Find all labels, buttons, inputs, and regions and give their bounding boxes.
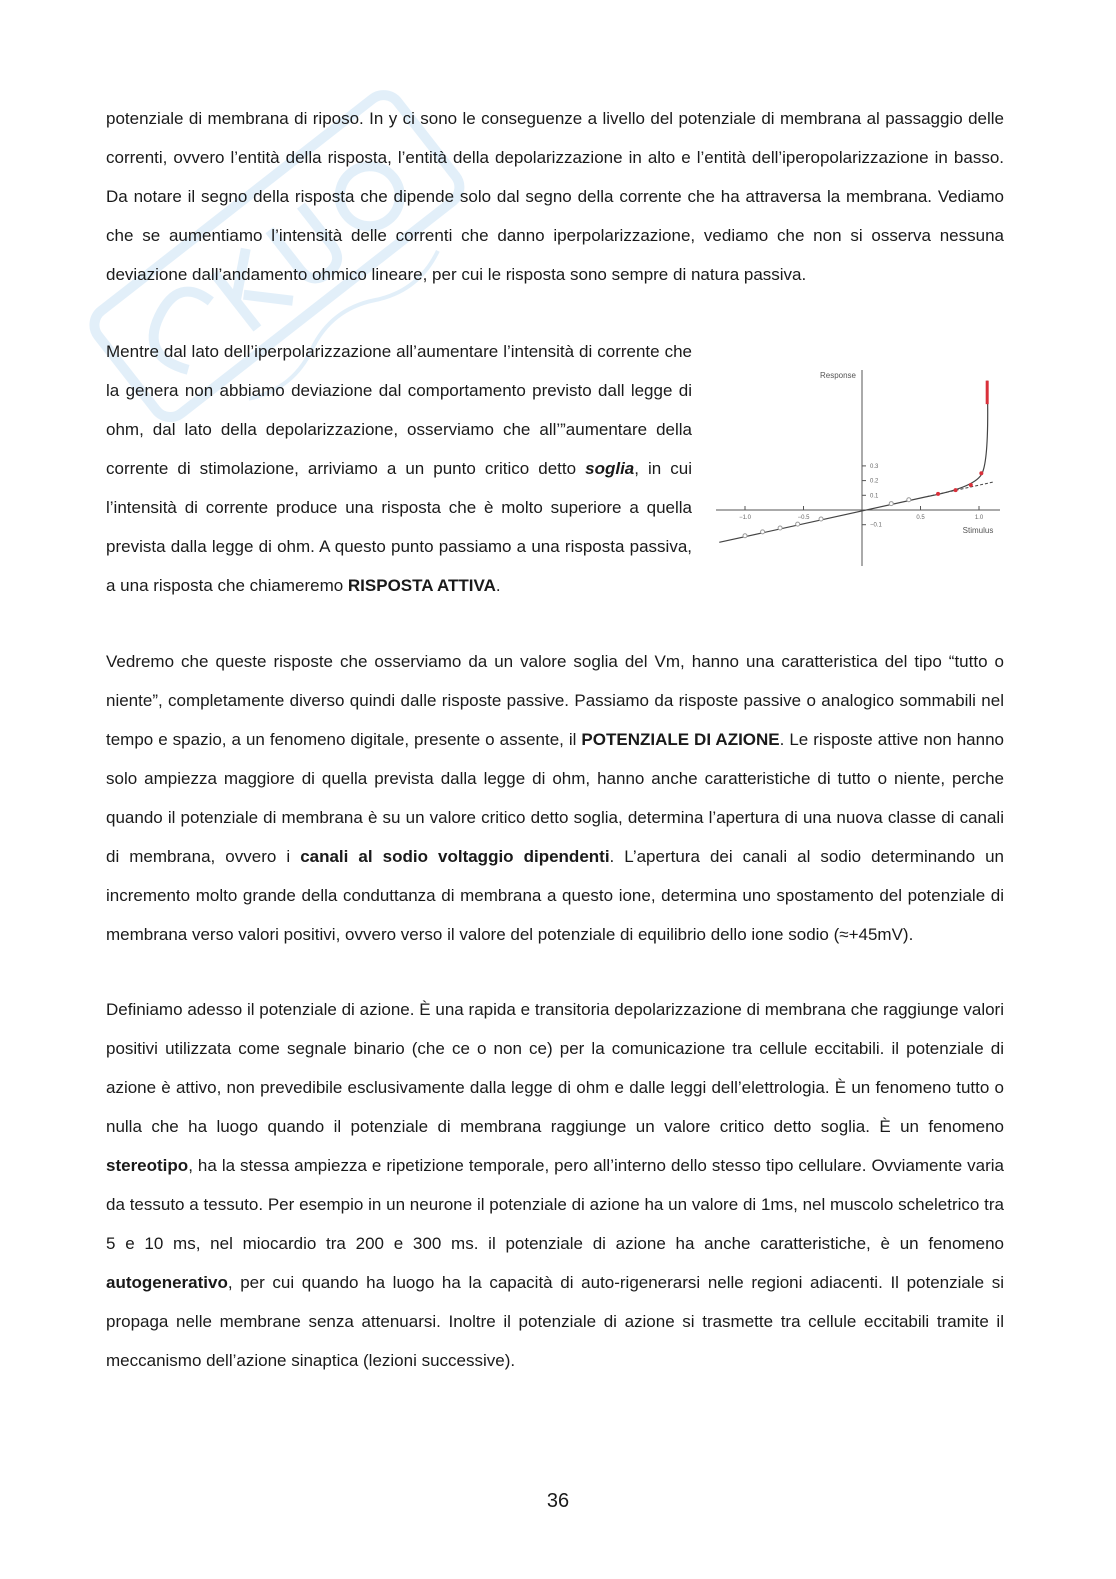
text-run: . Le risposte attive non hanno solo ampiezza maggiore di quella prevista dalla legge di ohm, hanno anche caratteristiche di tutto o niente, perche quando il potenziale di membrana è su un valore critico detto soglia, determina l’apertura di una nuova classe di canali di membrana, ovvero i [106, 730, 1004, 866]
bold-term: stereotipo [106, 1156, 189, 1175]
text-run: Definiamo adesso il potenziale di azione. È una rapida e transitoria depolarizzazione di membrana che raggiunge valori positivi utilizzata come segnale binario (che ce o non ce) per la comunicazione tra cellule eccitabili. il potenziale di azione è attivo, non prevedibile esclusivamente dalla legge di ohm e dalle leggi dell’elettrologia. È un fenomeno tutto o nulla che ha luogo quando il potenziale di membrana raggiunge un valore critico detto soglia. È un fenomeno [106, 1000, 1004, 1136]
x-tick-label: 1.0 [974, 515, 984, 521]
figure-axes [716, 370, 1000, 566]
x-tick-label: 0.5 [916, 515, 925, 521]
text-run: Vedremo che queste risposte che osserviamo da un valore soglia del Vm, hanno una caratteristica del tipo “tutto o niente”, completamente diverso quindi dalle risposte passive. Passiamo da risposte passive o analogico sommabili nel tempo e spazio, a un fenomeno digitale, presente o assente, il [106, 652, 1004, 749]
paragraph-3 [106, 642, 1004, 954]
figure-y-label: Response [819, 371, 856, 380]
text-run: . [495, 576, 501, 595]
text-run: . L’apertura dei canali al sodio determinando un incremento molto grande della conduttanza di membrana a questo ione, determina uno spostamento del potenziale di membrana verso valori positivi, ovvero verso il valore del potenziale di equilibrio dello ione sodio (≈+45mV). [106, 847, 1005, 944]
active-data-point [969, 483, 973, 487]
active-response-curve [926, 381, 987, 497]
figure-marks [719, 381, 993, 543]
active-data-point [979, 471, 983, 475]
page-number: 36 [546, 1490, 570, 1512]
text-run: Mentre dal lato dell’iperpolarizzazione all’aumentare l’intensità di corrente che la genera non abbiamo deviazione dal comportamento previsto dall legge di ohm, dal lato della depolarizzazione, osserviamo che all’”aumentare della corrente di stimolazione, arriviamo a un punto critico detto [106, 342, 692, 478]
x-tick-label: −0.5 [797, 515, 810, 521]
passive-data-point [889, 502, 893, 506]
text-run: , per cui quando ha luogo ha la capacità di auto-rigenerarsi nelle regioni adiacenti. Il potenziale si propaga nelle membrane senza attenuarsi. Inoltre il potenziale di azione si trasmette tra cellule eccitabili tramite il meccanismo dell’azione sinaptica (lezioni successive). [106, 1273, 1004, 1370]
text-run: , ha la stessa ampiezza e ripetizione temporale, pero all’interno dello stesso tipo cellulare. Ovviamente varia da tessuto a tessuto. Per esempio in un neurone il potenziale di azione ha un valore di 1ms, nel muscolo scheletrico tra 5 e 10 ms, nel miocardio tra 200 e 300 ms. il potenziale di azione ha anche caratteristiche, è un fenomeno [106, 1156, 1004, 1253]
y-tick-label: 0.3 [870, 463, 879, 470]
paragraph-1 [106, 99, 1004, 294]
y-tick-label: 0.2 [870, 478, 879, 485]
passive-data-point [778, 526, 782, 530]
figure-x-label: Stimulus [962, 526, 994, 535]
active-data-point [936, 492, 940, 496]
bold-term: canali al sodio voltaggio dipendenti [300, 847, 610, 866]
x-tick-label: −1.0 [739, 515, 751, 521]
paragraph-2 [106, 332, 692, 605]
passive-data-point [819, 517, 823, 521]
text-run: , in cui l’intensità di corrente produce una risposta che è molto superiore a quella prevista dalla legge di ohm. A questo punto passiamo a una risposta passiva, a una risposta che chiameremo [106, 459, 693, 595]
passive-data-point [743, 534, 747, 538]
active-data-point [954, 488, 958, 492]
y-tick-label: −0.1 [870, 522, 882, 529]
bold-term: POTENZIALE DI AZIONE [581, 730, 780, 749]
bold-term: RISPOSTA ATTIVA [347, 576, 496, 595]
bold-italic-term: soglia [585, 459, 635, 478]
passive-data-point [907, 498, 911, 502]
stimulus-response-figure [710, 358, 1006, 576]
bold-term: autogenerativo [106, 1273, 228, 1292]
text-run: potenziale di membrana di riposo. In y ci sono le conseguenze a livello del potenziale di membrana al passaggio delle correnti, ovvero l’entità della risposta, l’entità della depolarizzazione in alto e l’entità dell’iperopolarizzazione in basso. Da notare il segno della risposta che dipende solo dal segno della corrente che ha attraversa la membrana. Vediamo che se aumentiamo l’intensità delle correnti che danno iperpolarizzazione, vediamo che non si osserva nessuna deviazione dall’andamento ohmico lineare, per cui le risposta sono sempre di natura passiva. [106, 109, 1004, 284]
passive-data-point [761, 530, 765, 534]
paragraph-4 [106, 990, 1004, 1380]
passive-data-point [796, 522, 800, 526]
y-tick-label: 0.1 [870, 493, 879, 500]
